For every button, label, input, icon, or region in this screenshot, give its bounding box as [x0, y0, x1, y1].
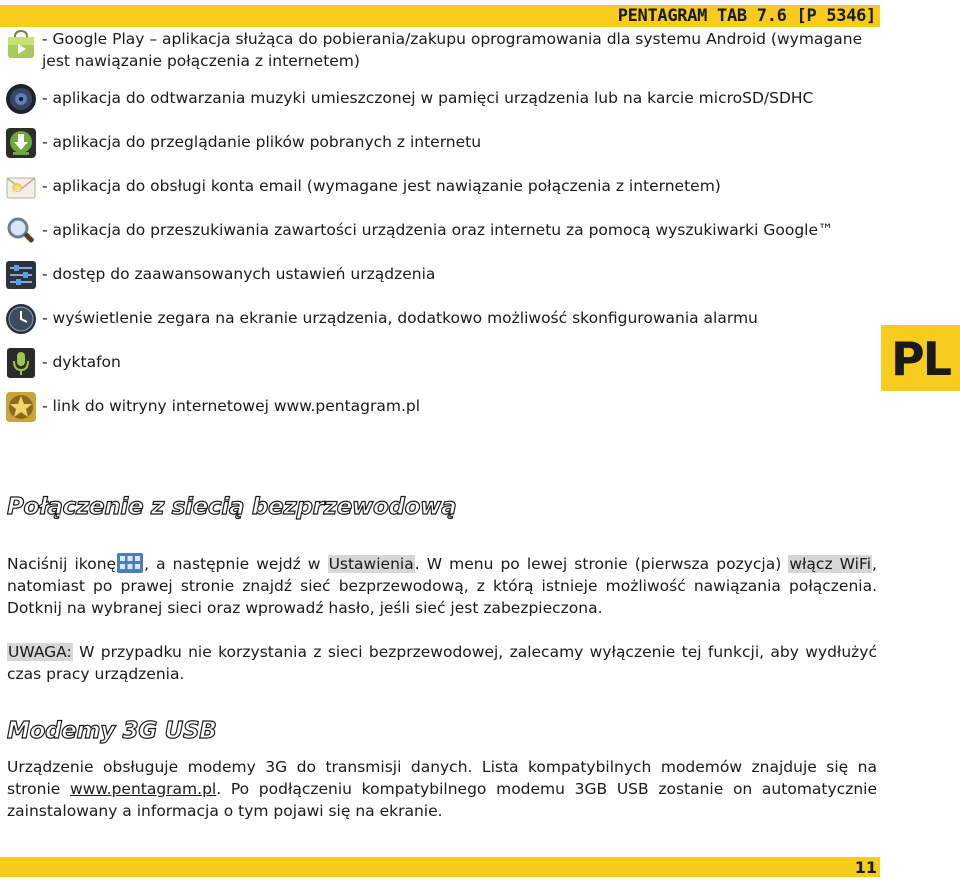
list-item-google-play: [0, 28, 880, 74]
apps-grid-icon: [117, 553, 143, 573]
settings-icon: [5, 259, 37, 291]
list-item-voice-recorder: [0, 351, 880, 375]
pentagram-link-icon: [5, 391, 37, 423]
text: . W menu po lewej stronie (pierwsza pozycja): [414, 555, 782, 573]
paragraph-note: [7, 641, 877, 685]
list-item-pentagram: [0, 395, 880, 419]
google-play-icon: [5, 28, 37, 60]
footer-bar: [0, 857, 880, 877]
list-item-music: [0, 87, 880, 111]
section-heading-wifi: Połączenie z siecią bezprzewodową: [7, 494, 457, 520]
wifi-highlight: włącz WiFi: [789, 555, 872, 573]
text: , a następnie wejdź w: [144, 555, 321, 573]
language-tab: PL: [881, 325, 960, 391]
list-item-search: [0, 219, 880, 243]
list-item-text: - aplikacja do odtwarzania muzyki umieszczonej w pamięci urządzenia lub na karcie microSD/SDHC: [42, 89, 814, 107]
paragraph-wifi: [7, 553, 877, 619]
voice-recorder-icon: [5, 347, 37, 379]
text: Urządzenie obsługuje modemy 3G do transmisji danych. Lista kompatybilnych modemów znajduje się na stronie: [7, 758, 877, 798]
music-player-icon: [5, 83, 37, 115]
page-number: 11: [854, 858, 877, 877]
svg-text:@: @: [13, 184, 21, 193]
list-item-clock: [0, 307, 880, 331]
list-item-text: - aplikacja do przeglądanie plików pobranych z internetu: [42, 133, 482, 151]
text: , natomiast po prawej stronie znajdź sieć bezprzewodową, z którą istnieje możliwość nawiązania połączenia. Dotknij na wybranej sieci oraz wprowadź hasło, jeśli sieć jest zabezpieczona.: [7, 555, 877, 617]
clock-icon: [5, 303, 37, 335]
list-item-text: - aplikacja do obsługi konta email (wymagane jest nawiązanie połączenia z internetem): [42, 177, 721, 195]
note-text: W przypadku nie korzystania z sieci bezprzewodowej, zalecamy wyłączenie tej funkcji, aby wydłużyć czas pracy urządzenia.: [7, 643, 877, 683]
pentagram-link[interactable]: www.pentagram.pl: [70, 780, 217, 798]
list-item-text: - link do witryny internetowej www.pentagram.pl: [42, 397, 421, 415]
list-item-text: - wyświetlenie zegara na ekranie urządzenia, dodatkowo możliwość skonfigurowania alarmu: [42, 309, 758, 327]
section-heading-modem: Modemy 3G USB: [7, 718, 217, 744]
list-item-text: - aplikacja do przeszukiwania zawartości urządzenia oraz internetu za pomocą wyszukiwarki Google™: [42, 221, 834, 239]
list-item-text: - dyktafon: [42, 353, 121, 371]
paragraph-modem: [7, 756, 877, 822]
downloads-icon: [5, 127, 37, 159]
list-item-text: - dostęp do zaawansowanych ustawień urządzenia: [42, 265, 436, 283]
header-title: PENTAGRAM TAB 7.6 [P 5346]: [617, 6, 876, 26]
list-item-text: - Google Play – aplikacja służąca do pobierania/zakupu oprogramowania dla systemu Android (wymagane jest nawiązanie połączenia z internetem): [42, 30, 863, 70]
text: Naciśnij ikonę: [7, 555, 117, 573]
list-item-email: [0, 175, 880, 199]
email-icon: [5, 171, 37, 203]
list-item-downloads: [0, 131, 880, 155]
list-item-settings: [0, 263, 880, 287]
text: . Po podłączeniu kompatybilnego modemu 3GB USB zostanie on automatycznie zainstalowany a informacja o tym pojawi się na ekranie.: [7, 780, 877, 820]
settings-highlight: Ustawienia: [328, 555, 414, 573]
search-icon: [5, 215, 37, 247]
note-label: UWAGA:: [8, 643, 72, 661]
